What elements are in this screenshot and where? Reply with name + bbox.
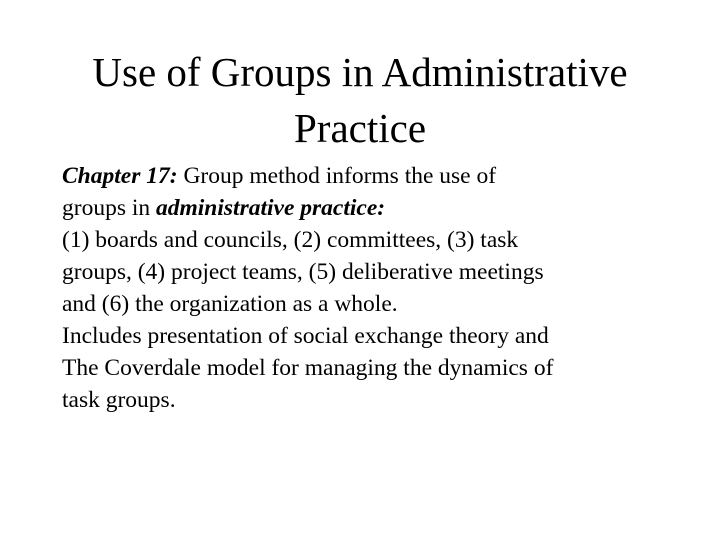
chapter-line [62, 160, 702, 192]
slide-title-line-2: Practice [293, 105, 427, 151]
admin-practice-emphasis: administrative practice: [156, 195, 386, 221]
chapter-label: Chapter 17: [62, 163, 178, 189]
includes-line-1: Includes presentation of social exchange theory and [62, 323, 549, 349]
list-line-3: and (6) the organization as a whole. [62, 291, 398, 317]
chapter-intro-text: Group method informs the use of [177, 163, 497, 189]
includes-line-2: The Coverdale model for managing the dynamics of [62, 355, 554, 381]
includes-line-3: task groups. [62, 387, 176, 413]
list-line-1: (1) boards and councils, (2) committees, (3) task [62, 227, 519, 253]
slide-body [62, 160, 702, 416]
slide-title [0, 44, 720, 156]
list-line-2: groups, (4) project teams, (5) deliberative meetings [62, 259, 544, 285]
admin-practice-line [62, 192, 702, 224]
slide-title-line-1: Use of Groups in Administrative [92, 49, 628, 95]
groups-in-text: groups in [62, 195, 156, 221]
